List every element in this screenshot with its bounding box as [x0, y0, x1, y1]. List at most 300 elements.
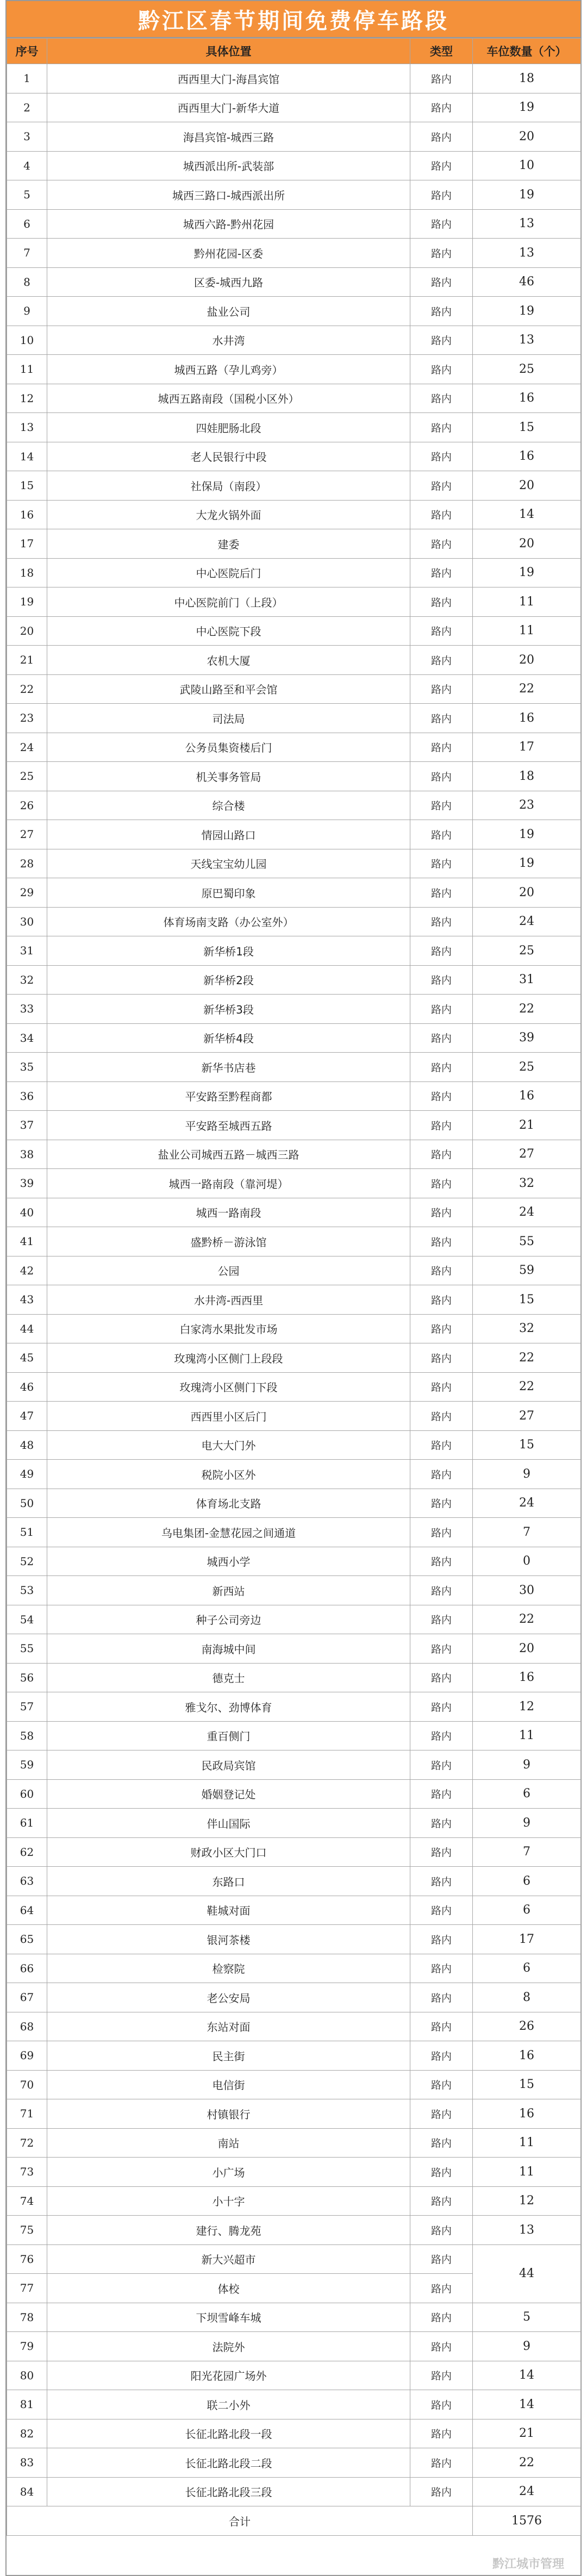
- row-number: 76: [7, 2244, 47, 2274]
- row-number: 20: [7, 616, 47, 646]
- row-type: 路内: [410, 1837, 473, 1867]
- row-number: 15: [7, 471, 47, 501]
- row-location: 体育场北支路: [47, 1489, 410, 1518]
- row-type: 路内: [410, 180, 473, 210]
- row-count: 15: [473, 1285, 581, 1315]
- table-row: [7, 995, 581, 1024]
- row-count: 22: [473, 674, 581, 704]
- table-row: [7, 1227, 581, 1256]
- row-number: 10: [7, 326, 47, 355]
- table-row: [7, 1081, 581, 1111]
- row-location: 水井湾: [47, 326, 410, 355]
- table-row: [7, 1867, 581, 1896]
- row-number: 81: [7, 2390, 47, 2419]
- row-number: 27: [7, 820, 47, 849]
- table-row: [7, 849, 581, 878]
- row-count: 11: [473, 2128, 581, 2158]
- row-type: 路内: [410, 1460, 473, 1489]
- row-number: 33: [7, 995, 47, 1024]
- table-row: [7, 1343, 581, 1373]
- row-location: 玫瑰湾小区侧门上段段: [47, 1343, 410, 1373]
- table-row: [7, 1402, 581, 1431]
- row-count: 7: [473, 1518, 581, 1547]
- table-row: [7, 1692, 581, 1722]
- table-row: [7, 442, 581, 471]
- row-type: 路内: [410, 1081, 473, 1111]
- row-location: 村镇银行: [47, 2099, 410, 2129]
- row-number: 45: [7, 1343, 47, 1373]
- row-type: 路内: [410, 1169, 473, 1198]
- row-number: 77: [7, 2274, 47, 2303]
- row-count: 15: [473, 2070, 581, 2099]
- row-location: 盐业公司城西五路－城西三路: [47, 1140, 410, 1169]
- row-count: 12: [473, 1692, 581, 1722]
- row-count: 21: [473, 2419, 581, 2448]
- table-row: [7, 878, 581, 908]
- row-number: 65: [7, 1925, 47, 1954]
- row-count: 20: [473, 471, 581, 501]
- row-number: 26: [7, 791, 47, 820]
- header-row: [7, 39, 581, 64]
- row-count: 11: [473, 2158, 581, 2187]
- table-row: [7, 1605, 581, 1634]
- row-location: 新华桥1段: [47, 936, 410, 966]
- row-count: 24: [473, 1489, 581, 1518]
- row-count: 9: [473, 1809, 581, 1838]
- table-row: [7, 762, 581, 791]
- table-row: [7, 1663, 581, 1692]
- row-location: 天线宝宝幼儿园: [47, 849, 410, 878]
- row-type: 路内: [410, 1925, 473, 1954]
- row-type: 路内: [410, 995, 473, 1024]
- row-location: 检察院: [47, 1954, 410, 1983]
- header-no: 序号: [7, 39, 47, 64]
- row-count: 22: [473, 2448, 581, 2478]
- table-row: [7, 239, 581, 268]
- table-row: [7, 500, 581, 529]
- row-type: 路内: [410, 2186, 473, 2216]
- row-location: 伴山国际: [47, 1809, 410, 1838]
- row-number: 6: [7, 209, 47, 239]
- table-row: [7, 209, 581, 239]
- row-type: 路内: [410, 93, 473, 122]
- row-type: 路内: [410, 907, 473, 936]
- row-location: 东路口: [47, 1867, 410, 1896]
- row-type: 路内: [410, 1256, 473, 1285]
- row-location: 老公安局: [47, 1983, 410, 2012]
- table-row: [7, 907, 581, 936]
- row-count: 14: [473, 500, 581, 529]
- row-location: 西西里大门-新华大道: [47, 93, 410, 122]
- row-type: 路内: [410, 413, 473, 442]
- row-type: 路内: [410, 2332, 473, 2361]
- row-number: 59: [7, 1750, 47, 1780]
- row-count: 13: [473, 326, 581, 355]
- row-type: 路内: [410, 1372, 473, 1402]
- row-location: 下坝雪峰车城: [47, 2303, 410, 2332]
- table-row: [7, 1023, 581, 1053]
- row-type: 路内: [410, 704, 473, 733]
- row-count: 16: [473, 442, 581, 471]
- row-type: 路内: [410, 1692, 473, 1722]
- row-type: 路内: [410, 1227, 473, 1256]
- table-row: [7, 1198, 581, 1227]
- table-row: [7, 122, 581, 152]
- table-row: [7, 326, 581, 355]
- row-number: 7: [7, 239, 47, 268]
- row-type: 路内: [410, 1023, 473, 1053]
- row-location: 城西一路南段（靠河堤）: [47, 1169, 410, 1198]
- table-row: [7, 1314, 581, 1343]
- row-location: 新大兴超市: [47, 2244, 410, 2274]
- row-location: 东站对面: [47, 2012, 410, 2041]
- row-location: 西西里大门-海昌宾馆: [47, 64, 410, 93]
- row-count: 9: [473, 1750, 581, 1780]
- row-count: 19: [473, 558, 581, 587]
- table-row: [7, 413, 581, 442]
- row-location: 四娃肥肠北段: [47, 413, 410, 442]
- row-type: 路内: [410, 1518, 473, 1547]
- row-count: 5: [473, 2303, 581, 2332]
- row-type: 路内: [410, 2303, 473, 2332]
- table-row: [7, 2041, 581, 2071]
- row-count: 9: [473, 1460, 581, 1489]
- row-type: 路内: [410, 1576, 473, 1605]
- row-type: 路内: [410, 1634, 473, 1664]
- row-count: 13: [473, 209, 581, 239]
- table-row: [7, 2128, 581, 2158]
- row-count: 27: [473, 1402, 581, 1431]
- row-location: 城西六路-黔州花园: [47, 209, 410, 239]
- row-number: 82: [7, 2419, 47, 2448]
- table-row: [7, 616, 581, 646]
- total-value: 1576: [473, 2506, 581, 2536]
- row-type: 路内: [410, 2390, 473, 2419]
- row-location: 长征北路北段三段: [47, 2477, 410, 2506]
- row-location: 种子公司旁边: [47, 1605, 410, 1634]
- row-count: 30: [473, 1576, 581, 1605]
- row-location: 城西派出所-武装部: [47, 151, 410, 180]
- row-type: 路内: [410, 674, 473, 704]
- row-number: 8: [7, 267, 47, 297]
- row-count: 22: [473, 995, 581, 1024]
- row-location: 公园: [47, 1256, 410, 1285]
- table-row: [7, 704, 581, 733]
- table-row: [7, 2158, 581, 2187]
- table-body: [7, 64, 581, 2506]
- row-location: 公务员集资楼后门: [47, 733, 410, 762]
- row-location: 情园山路口: [47, 820, 410, 849]
- table-row: [7, 2361, 581, 2390]
- row-location: 海昌宾馆-城西三路: [47, 122, 410, 152]
- parking-table: [7, 38, 581, 2536]
- row-count: 19: [473, 180, 581, 210]
- row-count: 19: [473, 849, 581, 878]
- table-row: [7, 93, 581, 122]
- row-type: 路内: [410, 2070, 473, 2099]
- table-row: [7, 965, 581, 995]
- row-count: 8: [473, 1983, 581, 2012]
- row-number: 60: [7, 1779, 47, 1809]
- table-row: [7, 1169, 581, 1198]
- row-count: 20: [473, 646, 581, 675]
- table-row: [7, 733, 581, 762]
- row-type: 路内: [410, 791, 473, 820]
- table-row: [7, 791, 581, 820]
- table-row: [7, 2216, 581, 2245]
- row-number: 49: [7, 1460, 47, 1489]
- row-count: 22: [473, 1372, 581, 1402]
- row-location: 阳光花园广场外: [47, 2361, 410, 2390]
- row-count: 11: [473, 1721, 581, 1750]
- row-count: 27: [473, 1140, 581, 1169]
- table-row: [7, 1256, 581, 1285]
- row-number: 16: [7, 500, 47, 529]
- row-number: 12: [7, 384, 47, 413]
- row-number: 18: [7, 558, 47, 587]
- row-location: 税院小区外: [47, 1460, 410, 1489]
- row-location: 城西小学: [47, 1547, 410, 1576]
- row-number: 48: [7, 1430, 47, 1460]
- table-row: [7, 1750, 581, 1780]
- row-location: 原巴蜀印象: [47, 878, 410, 908]
- row-location: 民政局宾馆: [47, 1750, 410, 1780]
- row-location: 婚姻登记处: [47, 1779, 410, 1809]
- row-number: 17: [7, 529, 47, 559]
- row-type: 路内: [410, 878, 473, 908]
- row-type: 路内: [410, 1111, 473, 1140]
- row-location: 黔州花园-区委: [47, 239, 410, 268]
- row-type: 路内: [410, 442, 473, 471]
- row-type: 路内: [410, 2012, 473, 2041]
- row-count: 55: [473, 1227, 581, 1256]
- table-row: [7, 1547, 581, 1576]
- table-row: [7, 1576, 581, 1605]
- row-count: 0: [473, 1547, 581, 1576]
- row-location: 平安路至城西五路: [47, 1111, 410, 1140]
- row-count: 16: [473, 704, 581, 733]
- row-type: 路内: [410, 2244, 473, 2274]
- header-type: 类型: [410, 39, 473, 64]
- table-row: [7, 1518, 581, 1547]
- row-count: 46: [473, 267, 581, 297]
- row-count: 44: [473, 2244, 581, 2303]
- row-count: 22: [473, 1343, 581, 1373]
- row-number: 11: [7, 355, 47, 384]
- row-count: 39: [473, 1023, 581, 1053]
- row-number: 44: [7, 1314, 47, 1343]
- row-type: 路内: [410, 209, 473, 239]
- row-number: 21: [7, 646, 47, 675]
- row-type: 路内: [410, 1285, 473, 1315]
- row-type: 路内: [410, 1750, 473, 1780]
- row-number: 74: [7, 2186, 47, 2216]
- row-number: 54: [7, 1605, 47, 1634]
- row-count: 32: [473, 1169, 581, 1198]
- row-number: 70: [7, 2070, 47, 2099]
- row-location: 德克士: [47, 1663, 410, 1692]
- row-type: 路内: [410, 1867, 473, 1896]
- row-type: 路内: [410, 2099, 473, 2129]
- row-number: 14: [7, 442, 47, 471]
- row-location: 雅戈尔、劲博体育: [47, 1692, 410, 1722]
- table-row: [7, 151, 581, 180]
- row-count: 9: [473, 2332, 581, 2361]
- row-location: 体育场南支路（办公室外）: [47, 907, 410, 936]
- row-count: 6: [473, 1954, 581, 1983]
- row-type: 路内: [410, 1053, 473, 1082]
- row-location: 中心医院下段: [47, 616, 410, 646]
- row-count: 20: [473, 878, 581, 908]
- row-count: 19: [473, 297, 581, 326]
- row-location: 长征北路北段二段: [47, 2448, 410, 2478]
- table-row: [7, 558, 581, 587]
- table-row: [7, 1111, 581, 1140]
- row-type: 路内: [410, 384, 473, 413]
- row-location: 老人民银行中段: [47, 442, 410, 471]
- row-location: 新西站: [47, 1576, 410, 1605]
- row-count: 25: [473, 936, 581, 966]
- row-count: 59: [473, 1256, 581, 1285]
- row-number: 13: [7, 413, 47, 442]
- row-count: 25: [473, 355, 581, 384]
- row-count: 16: [473, 384, 581, 413]
- table-row: [7, 64, 581, 93]
- row-number: 37: [7, 1111, 47, 1140]
- table-row: [7, 1140, 581, 1169]
- row-count: 31: [473, 965, 581, 995]
- row-type: 路内: [410, 616, 473, 646]
- row-number: 32: [7, 965, 47, 995]
- row-number: 2: [7, 93, 47, 122]
- row-count: 18: [473, 762, 581, 791]
- table-row: [7, 529, 581, 559]
- row-number: 84: [7, 2477, 47, 2506]
- row-location: 新华桥4段: [47, 1023, 410, 1053]
- row-count: 14: [473, 2390, 581, 2419]
- row-type: 路内: [410, 1605, 473, 1634]
- row-number: 78: [7, 2303, 47, 2332]
- row-count: 11: [473, 616, 581, 646]
- row-location: 法院外: [47, 2332, 410, 2361]
- row-type: 路内: [410, 326, 473, 355]
- row-number: 5: [7, 180, 47, 210]
- row-count: 12: [473, 2186, 581, 2216]
- row-count: 15: [473, 1430, 581, 1460]
- row-location: 建行、腾龙苑: [47, 2216, 410, 2245]
- row-location: 城西一路南段: [47, 1198, 410, 1227]
- row-number: 57: [7, 1692, 47, 1722]
- row-location: 中心医院后门: [47, 558, 410, 587]
- row-number: 3: [7, 122, 47, 152]
- row-number: 30: [7, 907, 47, 936]
- row-number: 25: [7, 762, 47, 791]
- row-type: 路内: [410, 151, 473, 180]
- row-type: 路内: [410, 936, 473, 966]
- row-number: 73: [7, 2158, 47, 2187]
- row-location: 小广场: [47, 2158, 410, 2187]
- watermark: 黔江城市管理: [492, 2558, 564, 2571]
- row-type: 路内: [410, 1430, 473, 1460]
- row-number: 34: [7, 1023, 47, 1053]
- row-count: 15: [473, 413, 581, 442]
- row-type: 路内: [410, 2477, 473, 2506]
- row-location: 电大大门外: [47, 1430, 410, 1460]
- row-type: 路内: [410, 587, 473, 617]
- row-count: 17: [473, 1925, 581, 1954]
- row-type: 路内: [410, 297, 473, 326]
- table-row: [7, 2099, 581, 2129]
- row-location: 社保局（南段）: [47, 471, 410, 501]
- row-type: 路内: [410, 1343, 473, 1373]
- table-row: [7, 587, 581, 617]
- row-location: 农机大厦: [47, 646, 410, 675]
- row-count: 20: [473, 1634, 581, 1664]
- row-count: 24: [473, 907, 581, 936]
- row-number: 58: [7, 1721, 47, 1750]
- row-count: 25: [473, 1053, 581, 1082]
- row-location: 机关事务管局: [47, 762, 410, 791]
- row-type: 路内: [410, 1809, 473, 1838]
- table-row: [7, 936, 581, 966]
- table-row: [7, 1925, 581, 1954]
- row-number: 39: [7, 1169, 47, 1198]
- row-type: 路内: [410, 1402, 473, 1431]
- table-row: [7, 1053, 581, 1082]
- row-number: 75: [7, 2216, 47, 2245]
- table-row: [7, 1460, 581, 1489]
- row-location: 城西五路南段（国税小区外）: [47, 384, 410, 413]
- row-location: 南站: [47, 2128, 410, 2158]
- row-location: 武陵山路至和平会馆: [47, 674, 410, 704]
- row-type: 路内: [410, 1721, 473, 1750]
- row-number: 79: [7, 2332, 47, 2361]
- row-location: 新华书店巷: [47, 1053, 410, 1082]
- row-number: 31: [7, 936, 47, 966]
- row-count: 13: [473, 239, 581, 268]
- table-row: [7, 2448, 581, 2478]
- table-row: [7, 2070, 581, 2099]
- row-count: 32: [473, 1314, 581, 1343]
- row-number: 51: [7, 1518, 47, 1547]
- row-count: 19: [473, 93, 581, 122]
- row-type: 路内: [410, 849, 473, 878]
- row-number: 43: [7, 1285, 47, 1315]
- row-number: 40: [7, 1198, 47, 1227]
- row-number: 4: [7, 151, 47, 180]
- row-number: 64: [7, 1896, 47, 1925]
- row-count: 21: [473, 1111, 581, 1140]
- row-number: 50: [7, 1489, 47, 1518]
- row-location: 司法局: [47, 704, 410, 733]
- row-number: 41: [7, 1227, 47, 1256]
- table-row: [7, 1372, 581, 1402]
- row-number: 36: [7, 1081, 47, 1111]
- total-label: 合计: [7, 2506, 473, 2536]
- row-number: 66: [7, 1954, 47, 1983]
- table-row: [7, 297, 581, 326]
- parking-table-sheet: [5, 0, 582, 2576]
- table-row: [7, 1954, 581, 1983]
- row-count: 16: [473, 1081, 581, 1111]
- row-type: 路内: [410, 64, 473, 93]
- row-location: 鞋城对面: [47, 1896, 410, 1925]
- row-type: 路内: [410, 2419, 473, 2448]
- row-location: 小十字: [47, 2186, 410, 2216]
- row-location: 综合楼: [47, 791, 410, 820]
- table-row: [7, 1779, 581, 1809]
- row-location: 大龙火锅外面: [47, 500, 410, 529]
